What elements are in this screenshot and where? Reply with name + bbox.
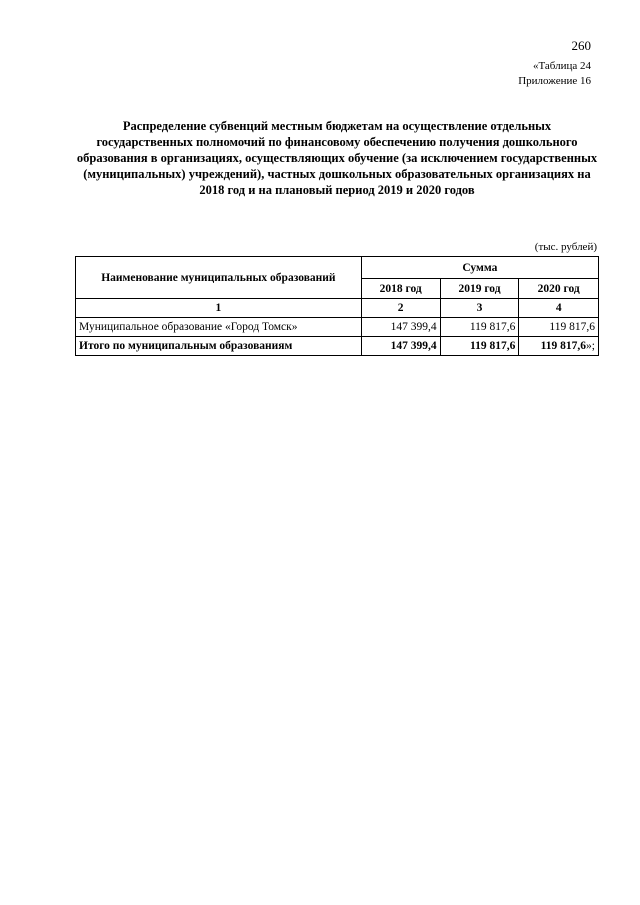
header-year-2018: 2018 год: [361, 279, 440, 299]
total-value-2020-number: 119 817,6: [540, 340, 587, 352]
header-year-2019: 2019 год: [440, 279, 519, 299]
row-value-2019: 119 817,6: [440, 318, 519, 337]
header-year-2020: 2020 год: [519, 279, 599, 299]
header-sum: Сумма: [361, 257, 598, 279]
units-label: (тыс. рублей): [534, 241, 597, 253]
column-number: 4: [519, 299, 599, 318]
table-ref-line1: «Таблица 24: [532, 60, 591, 72]
table-row: [76, 318, 599, 337]
column-number: 3: [440, 299, 519, 318]
table-ref-line2: Приложение 16: [518, 75, 591, 87]
column-number: 2: [361, 299, 440, 318]
total-value-2020: [519, 337, 599, 356]
table-header-row: [76, 257, 599, 279]
row-value-2018: 147 399,4: [361, 318, 440, 337]
document-title: Распределение субвенций местным бюджетам на осуществление отдельных государственных полномочий по финансовому обеспечению получения дошкольного образования в организациях, осуществляющих обучение (за исключением государственных (муниципальных) учреждений), частных дошкольных образовательных организациях на 2018 год и на плановый период 2019 и 2020 годов: [76, 119, 598, 197]
row-municipality-name: Муниципальное образование «Город Томск»: [76, 318, 362, 337]
header-municipality: Наименование муниципальных образований: [76, 257, 362, 299]
column-number-row: [76, 299, 599, 318]
total-value-2019: 119 817,6: [440, 337, 519, 356]
table-reference: [518, 59, 591, 89]
total-row: [76, 337, 599, 356]
column-number: 1: [76, 299, 362, 318]
row-value-2020: 119 817,6: [519, 318, 599, 337]
total-value-2018: 147 399,4: [361, 337, 440, 356]
closing-quote: »;: [586, 340, 595, 352]
page-number: 260: [571, 38, 591, 53]
subvention-table: [75, 256, 599, 356]
total-label: Итого по муниципальным образованиям: [76, 337, 362, 356]
